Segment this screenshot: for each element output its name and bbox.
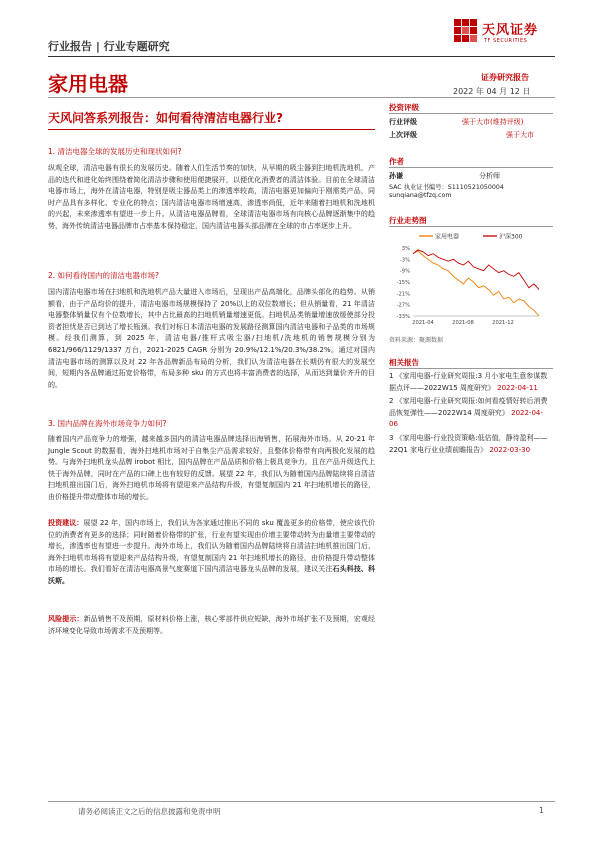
author-name: 孙谦 [389,172,403,180]
author-role: 分析师 [479,172,500,180]
rating-heading: 投资评级 [389,103,419,112]
y-axis-ticks [397,246,410,320]
section-2-heading: 2. 如何看待国内的清洁电器市场? [48,271,160,280]
logo-text-en: TF SECURITIES [484,38,528,44]
logo-mark-icon [454,19,478,43]
y-tick-label: -9% [399,268,410,275]
section-1-heading: 1. 清洁电器全球的发展历史和现状如何? [48,147,182,156]
y-tick-label: -3% [399,257,410,264]
sector-title: 家用电器 [48,72,128,96]
y-tick-label: -33% [396,314,410,320]
author-divider [389,167,553,168]
x-tick-label: 2021-04 [412,320,434,326]
related-report-1[interactable]: 1 《家用电器-行业研究周报:3 月小家电生意参谋数据点评——2022W15 周度研究》 2022-04-11 [389,372,548,392]
risk-label: 风险提示： [48,615,84,623]
related-report-3[interactable]: 3 《家用电器-行业投资策略:低估值，静待盈利——22Q1 家电行业业绩前瞻报告》 2022-03-30 [389,433,548,454]
chart-legend [419,233,523,241]
chart-source: 资料来源：聚源数据 [389,337,444,344]
rating-label-industry: 行业评级 [389,118,417,126]
chart-heading: 行业走势图 [389,216,427,225]
related-heading: 相关报告 [389,358,419,367]
legend-label-csi300: 沪深300 [499,233,523,241]
y-tick-label: 3% [401,246,410,252]
related-reports [389,371,549,458]
industry-trend-chart [389,228,553,328]
series-line-0 [413,251,539,316]
legend-label-home-appliance: 家用电器 [435,233,460,241]
rating-value-industry: 强于大市(维持评级) [462,118,524,126]
title-underline [48,129,375,130]
report-category: 行业报告 | 行业专题研究 [48,40,170,53]
author-cert: SAC 执业证书编号：S1110521050004 [389,184,504,191]
chart-series [413,250,539,316]
page-number: 1 [539,806,544,815]
author-email[interactable]: sunqiana@tfzq.com [389,192,452,199]
investment-advice: 投资建议：展望 22 年，国内市场上，我们认为各家通过推出不同的 sku 覆盖更多的价格带，使应该代价位的消费者有更多的选择；同时随着价格带的扩张，行业有望实现由价增主要带动转为由量增主要带动的增长，渗透率也有望进一步提升。海外市场上，我们认为随着国内品牌陆续将自清洁扫地机推出国门后，海外扫地机市场将有望迎来产品结构升级，有望复制国内 21 年扫地机增长的路径，由价格提升带动整体市场的增长。我们看好在清洁电器高景气度赛道下国内清洁电器龙头品牌的发展，建议关注石头科技、科沃斯。 [48,519,376,585]
x-axis-ticks [412,316,539,326]
investment-label: 投资建议： [48,519,84,527]
series-line-1 [413,250,539,290]
footer-divider [48,801,555,802]
report-title: 天风问答系列报告：如何看待清洁电器行业? [48,111,283,125]
y-tick-label: -21% [396,291,410,298]
logo-text-cn: 天风证券 [482,23,539,38]
section-3-heading: 3. 国内品牌在海外市场竞争力如何? [48,419,167,428]
y-tick-label: -15% [396,280,410,286]
rating-label-previous: 上次评级 [389,131,417,139]
header-divider [48,56,555,57]
sector-divider [48,97,555,98]
x-tick-label: 2021-12 [492,320,514,326]
stock-picks: 石头科技、科沃斯。 [48,565,376,585]
footer-disclaimer[interactable]: 请务必阅读正文之后的信息披露和免责申明 [78,807,221,816]
rating-divider [389,113,553,114]
chart-divider [389,226,553,227]
report-type: 证券研究报告 [481,73,529,82]
report-date: 2022 年 04 月 12 日 [453,87,531,96]
x-tick-label: 2021-08 [452,320,474,326]
author-heading: 作者 [389,157,404,166]
section-3-body: 随着国内产品竞争力的增强，越来越多国内的清洁电器品牌选择出海销售，拓展海外市场。从 20-21 年 Jungle Scout 的数据看，海外扫地机市场对于自集尘产品需求较好，且整体价格带有向两极化发展的趋势。与海外扫地机龙头品牌 irobot 相比，国内品牌在产品品质和价格上极具竞争力，且在产品升级迭代上快于海外品牌，同时在产品的口碑上也有较好的反馈。展望 22 年，我们认为随着国内品牌陆续将自清洁扫地机推出国门后，海外扫地机市场将有望迎来产品结构升级，有望复制国内 21 年扫地机增长的路径，由价格提升带动整体市场的增长。 [48,435,375,501]
rating-value-previous: 强于大市 [506,131,534,139]
tf-securities-logo [454,17,554,57]
risk-warning: 风险提示：新品销售不及预期，原材料价格上涨，核心零部件供应短缺，海外市场扩张不及预期，宏观经济环境变化导致市场需求不及预期等。 [48,615,376,635]
related-report-2[interactable]: 2 《家用电器-行业研究周报:如何看疫情好转后消费品恢复弹性——2022W14 周度研究》 2022-04-06 [389,397,548,429]
section-2-body: 国内清洁电器市场在扫地机和洗地机产品大量进入市场后，呈现出产品高端化，品牌头部化的趋势。从销额看，由于产品均价的提升，清洁电器市场规模保持了 20%以上的双位数增长；但从销量看，21 年清洁电器整体销量仅有个位数增长，其中占比最高的扫地机销量增速更低。扫地机品类销量增速放缓使部分投资者担忧是否已到达了增长瓶颈。我们对标日本清洁电器的发展路径测算国内清洁电器和子品类的市场规模。经我们测算，到 2025 年，清洁电器/推杆式吸尘器/扫地机/洗地机的销售规模分别为 6821/966/1129/1337 万台，2021-2025 CAGR 分别为 20.9%/12.1%/20.3%/38.2%。通过对国内清洁电器市场的测算以及对 22 年各品牌新品布局的分析，我们认为清洁电器在长期仍有很大的发展空间，短期内各品牌通过拓宽价格带，布局多种 sku 的方式也将丰富消费者的选择，从而达到量价齐升的目的。 [48,288,375,389]
section-1-body: 纵观全球，清洁电器有很长的发展历史。随着人们生活节奏的加快，从早期的吸尘器到扫地机洗地机，产品的迭代和进化始终围绕着简化清洁步骤和使用便捷展开，以便优化消费者的清洁体验。目前在全球清洁电器市场上，海外在清洁电器，特别是吸尘器品类上的渗透率较高，清洁电器更加偏向于刚需类产品，同时产品具有多样化、专业化的特点；国内清洁电器市场增速高，渗透率尚低，近年来随着扫地机和洗地机的兴起，未来渗透率有望进一步上升。从清洁电器品牌看，全球清洁电器市场有向核心品牌逐渐集中的趋势，海外传统清洁电器品牌市占率基本保持稳定，国内清洁电器头部品牌在全球的市占率逐步上升。 [48,164,375,230]
y-tick-label: -27% [396,302,410,309]
related-divider [389,368,553,369]
